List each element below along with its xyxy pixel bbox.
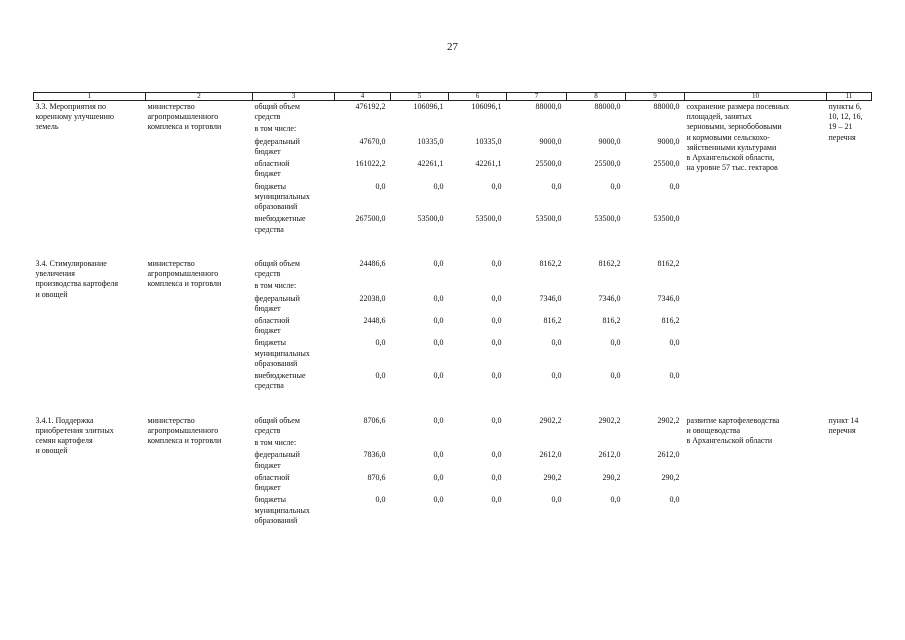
amount-cell: 0,0	[669, 495, 680, 505]
amount-cell: 0,0	[375, 371, 386, 381]
amount-cell: 53500,0	[653, 214, 680, 224]
amount-cell: 476192,2	[355, 102, 386, 111]
funding-source: областной бюджет	[254, 159, 290, 179]
funding-source: областной бюджет	[254, 472, 290, 493]
amount-cell: 88000,0	[653, 102, 680, 111]
amount-cell: 290,2	[661, 472, 680, 482]
amount-cell: 0,0	[669, 181, 680, 191]
col-header-5: 5	[391, 93, 449, 101]
table-row	[34, 258, 872, 280]
amount-cell: 290,2	[543, 472, 562, 482]
indicator-reference: пункт 14 перечня	[828, 415, 859, 435]
funding-source: федеральный бюджет	[254, 293, 300, 313]
amount-cell: 0,0	[551, 181, 562, 191]
funding-source: общий объем средств	[254, 415, 300, 435]
funding-source: федеральный бюджет	[254, 136, 300, 156]
amount-cell	[391, 123, 449, 135]
amount-cell: 0,0	[610, 181, 621, 191]
amount-cell: 2448,6	[363, 315, 386, 325]
amount-cell	[626, 280, 685, 292]
amount-cell: 106096,1	[413, 102, 444, 111]
amount-cell	[449, 280, 507, 292]
measure-name: 3.3. Мероприятия по коренному улучшению земель	[35, 102, 114, 132]
amount-cell: 0,0	[433, 495, 444, 505]
amount-cell: 0,0	[375, 338, 386, 348]
amount-cell	[449, 123, 507, 135]
amount-cell: 53500,0	[475, 214, 502, 224]
amount-cell: 88000,0	[594, 102, 621, 111]
amount-cell: 0,0	[610, 495, 621, 505]
funding-source: федеральный бюджет	[254, 450, 300, 470]
amount-cell	[391, 437, 449, 449]
amount-cell: 25500,0	[535, 159, 562, 169]
amount-cell: 0,0	[491, 338, 502, 348]
responsible-executor: министерство агропромышленного комплекса и торговли	[147, 415, 222, 446]
amount-cell: 25500,0	[653, 159, 680, 169]
amount-cell: 10335,0	[475, 136, 502, 146]
amount-cell: 2902,2	[598, 415, 621, 425]
amount-cell	[507, 123, 567, 135]
amount-cell	[567, 123, 626, 135]
amount-cell	[507, 280, 567, 292]
amount-cell: 10335,0	[417, 136, 444, 146]
col-header-3: 3	[253, 93, 335, 101]
amount-cell: 53500,0	[417, 214, 444, 224]
amount-cell: 0,0	[491, 258, 502, 268]
amount-cell: 2902,2	[657, 415, 680, 425]
funding-source: общий объем средств	[254, 102, 300, 122]
page-number: 27	[447, 41, 458, 53]
amount-cell: 0,0	[433, 338, 444, 348]
amount-cell: 0,0	[491, 315, 502, 325]
amount-cell: 47670,0	[359, 136, 386, 146]
amount-cell: 0,0	[610, 338, 621, 348]
amount-cell: 8162,2	[539, 258, 562, 268]
amount-cell: 22038,0	[359, 293, 386, 303]
col-header-9: 9	[626, 93, 685, 101]
amount-cell: 0,0	[375, 495, 386, 505]
amount-cell: 9000,0	[598, 136, 621, 146]
amount-cell	[335, 280, 391, 292]
amount-cell: 25500,0	[594, 159, 621, 169]
amount-cell: 0,0	[491, 181, 502, 191]
program-table	[33, 92, 872, 527]
expected-result: сохранение размера посевных площадей, занятых зерновыми, зернобобовыми и кормовыми сельскохо- зяйственными культурами в Архангельской области, на уровне 57 тыс. гектаров	[686, 102, 790, 173]
amount-cell: 816,2	[661, 315, 680, 325]
indicator-reference	[827, 258, 872, 393]
amount-cell: 53500,0	[535, 214, 562, 224]
amount-cell: 0,0	[669, 338, 680, 348]
amount-cell: 0,0	[433, 181, 444, 191]
amount-cell: 9000,0	[657, 136, 680, 146]
spacer-cell	[34, 236, 872, 258]
amount-cell: 9000,0	[539, 136, 562, 146]
responsible-executor: министерство агропромышленного комплекса и торговли	[147, 258, 222, 289]
amount-cell: 0,0	[669, 371, 680, 381]
table-row	[34, 101, 872, 124]
responsible-executor: министерство агропромышленного комплекса и торговли	[147, 102, 222, 132]
amount-cell: 53500,0	[594, 214, 621, 224]
col-header-10: 10	[685, 93, 827, 101]
amount-cell: 7346,0	[539, 293, 562, 303]
amount-cell: 2612,0	[657, 450, 680, 460]
amount-cell: 8162,2	[598, 258, 621, 268]
amount-cell: 0,0	[491, 450, 502, 460]
measure-name: 3.4.1. Поддержка приобретения элитных семян картофеля и овощей	[35, 415, 114, 456]
amount-cell: 0,0	[491, 472, 502, 482]
funding-source: областной бюджет	[254, 315, 290, 336]
amount-cell: 0,0	[433, 450, 444, 460]
amount-cell: 290,2	[602, 472, 621, 482]
col-header-4: 4	[335, 93, 391, 101]
amount-cell: 0,0	[433, 258, 444, 268]
expected-result	[685, 258, 827, 393]
funding-source: в том числе:	[254, 438, 297, 448]
amount-cell: 0,0	[491, 415, 502, 425]
amount-cell: 0,0	[491, 495, 502, 505]
amount-cell: 816,2	[543, 315, 562, 325]
funding-source: в том числе:	[254, 124, 297, 134]
amount-cell: 7346,0	[598, 293, 621, 303]
funding-source: внебюджетные средства	[254, 371, 306, 391]
funding-source: в том числе:	[254, 281, 297, 291]
col-header-11: 11	[827, 93, 872, 101]
amount-cell	[391, 280, 449, 292]
amount-cell: 0,0	[491, 293, 502, 303]
amount-cell: 8162,2	[657, 258, 680, 268]
expected-result: развитие картофелеводства и овощеводства в Архангельской области	[686, 415, 780, 446]
amount-cell: 7836,0	[363, 450, 386, 460]
amount-cell: 0,0	[375, 181, 386, 191]
amount-cell: 8706,6	[363, 415, 386, 425]
col-header-8: 8	[567, 93, 626, 101]
amount-cell: 816,2	[602, 315, 621, 325]
measure-name: 3.4. Стимулирование увеличения производства картофеля и овощей	[35, 258, 119, 299]
amount-cell	[567, 280, 626, 292]
amount-cell: 161022,2	[355, 159, 386, 169]
header-row	[34, 93, 872, 101]
amount-cell	[507, 437, 567, 449]
amount-cell: 2612,0	[598, 450, 621, 460]
block-spacer	[34, 393, 872, 415]
amount-cell: 7346,0	[657, 293, 680, 303]
table-body	[34, 101, 872, 527]
funding-source: бюджеты муниципальных образований	[254, 181, 310, 212]
amount-cell: 2902,2	[539, 415, 562, 425]
amount-cell: 267500,0	[355, 214, 386, 224]
amount-cell: 870,6	[367, 472, 386, 482]
amount-cell: 0,0	[433, 371, 444, 381]
amount-cell: 0,0	[433, 315, 444, 325]
amount-cell	[335, 437, 391, 449]
amount-cell: 0,0	[491, 371, 502, 381]
amount-cell	[626, 437, 685, 449]
amount-cell	[335, 123, 391, 135]
amount-cell: 0,0	[610, 371, 621, 381]
funding-source: внебюджетные средства	[254, 214, 306, 234]
table-row	[34, 415, 872, 437]
col-header-6: 6	[449, 93, 507, 101]
amount-cell	[449, 437, 507, 449]
col-header-2: 2	[146, 93, 253, 101]
funding-source: общий объем средств	[254, 258, 300, 279]
amount-cell	[567, 437, 626, 449]
amount-cell: 0,0	[433, 415, 444, 425]
col-header-7: 7	[507, 93, 567, 101]
indicator-reference: пункты 6, 10, 12, 16, 19 – 21 перечня	[828, 102, 863, 142]
spacer-cell	[34, 393, 872, 415]
amount-cell	[626, 123, 685, 135]
block-spacer	[34, 236, 872, 258]
amount-cell: 42261,1	[417, 159, 444, 169]
amount-cell: 0,0	[433, 472, 444, 482]
amount-cell: 0,0	[433, 293, 444, 303]
amount-cell: 0,0	[551, 495, 562, 505]
funding-source: бюджеты муниципальных образований	[254, 338, 310, 368]
amount-cell: 88000,0	[535, 102, 562, 111]
col-header-1: 1	[34, 93, 146, 101]
amount-cell: 2612,0	[539, 450, 562, 460]
amount-cell: 106096,1	[471, 102, 502, 111]
amount-cell: 0,0	[551, 371, 562, 381]
amount-cell: 24486,6	[359, 258, 386, 268]
amount-cell: 0,0	[551, 338, 562, 348]
amount-cell: 42261,1	[475, 159, 502, 169]
funding-source: бюджеты муниципальных образований	[254, 495, 310, 525]
